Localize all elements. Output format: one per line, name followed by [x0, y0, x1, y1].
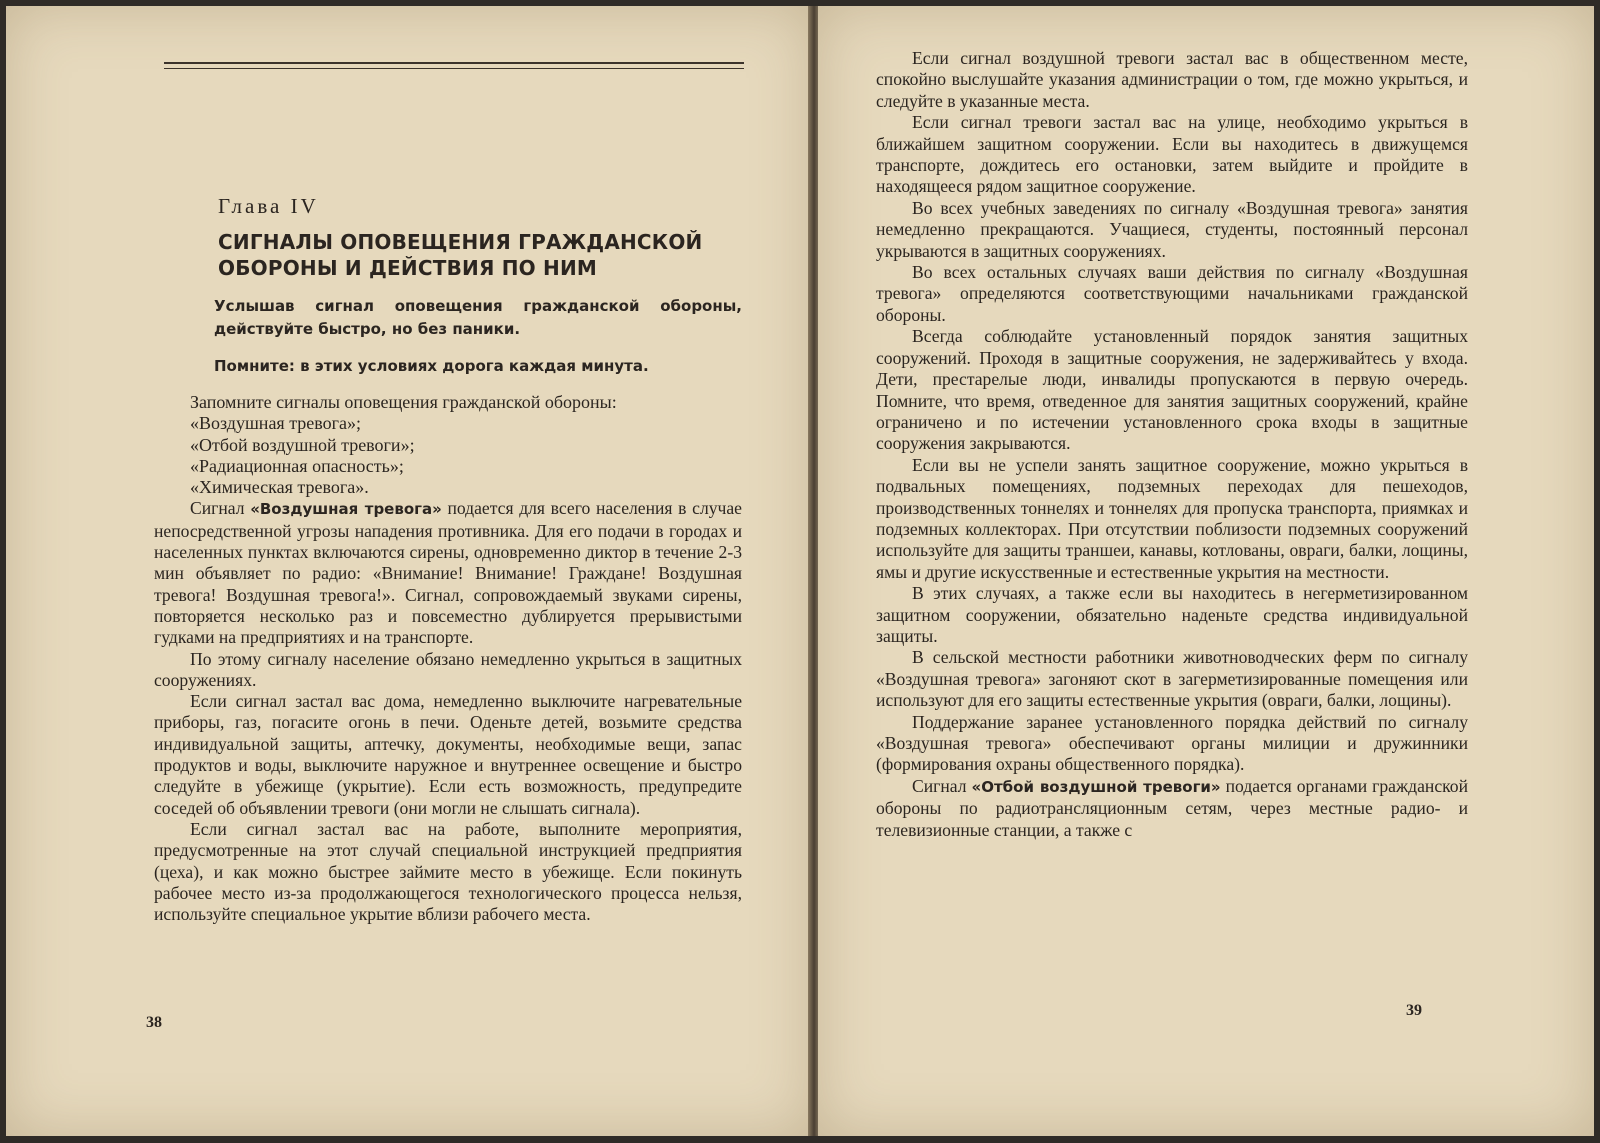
header-rule-thin — [164, 68, 744, 69]
signal-item: «Отбой воздушной тревоги»; — [190, 434, 415, 455]
paragraph-all-clear — [876, 776, 1468, 841]
paragraph-lead-text: Сигнал — [190, 498, 251, 519]
paragraph: Во всех учебных заведениях по сигналу «Воздушная тревога» занятия немедленно прекращаются. Учащиеся, студенты, постоянный персонал укрываются в защитных сооружениях. — [876, 197, 1468, 261]
chapter-heading: Глава IV — [218, 194, 319, 218]
paragraph-text: подается органами гражданской обороны по радиотрансляционным сетям, через местные радио- и телевизионные станции, а также с — [876, 775, 1468, 840]
right-page — [818, 6, 1594, 1136]
paragraph: Во всех остальных случаях ваши действия по сигналу «Воздушная тревога» определяются соответствующими начальниками гражданской обороны. — [876, 262, 1468, 325]
paragraph-air-raid — [154, 498, 742, 648]
paragraph: Если сигнал застал вас на работе, выполните мероприятия, предусмотренные на этот случай специальной инструкцией предприятия (цеха), и как можно быстрее займите место в убежище. Если покинуть рабочее место из-за продолжающегося технологического процесса нельзя, используйте специальное укрытие вблизи рабочего места. — [154, 818, 742, 925]
paragraph: Если сигнал тревоги застал вас на улице, необходимо укрыться в ближайшем защитном сооружении. Если вы находитесь в движущемся транспорте, дождитесь его остановки, затем выйдите и пройдите в находящееся рядом защитное сооружение. — [876, 112, 1468, 197]
chapter-title-line-2: ОБОРОНЫ И ДЕЙСТВИЯ ПО НИМ — [218, 256, 597, 280]
signal-name-bold: «Воздушная тревога» — [250, 500, 442, 519]
left-page — [6, 6, 812, 1136]
lead-reminder: Помните: в этих условиях дорога каждая минута. — [214, 357, 649, 375]
paragraph-text: подается для всего населения в случае непосредственной угрозы нападения противника. Для его подачи в городах и населенных пунктах включаются сирены, одновременно диктор в течение 2-3 мин объявляет по радио: «Внимание! Внимание! Граждане! Воздушная тревога! Воздушная тревога!». Сигнал, сопровождаемый звуками сирены, повторяется несколько раз и повсеместно дублируется прерывистыми гудками на предприятиях и на транспорте. — [154, 498, 742, 648]
signal-item: «Радиационная опасность»; — [190, 455, 404, 476]
lead-paragraph: Услышав сигнал оповещения гражданской обороны, действуйте быстро, но без паники. — [214, 297, 742, 338]
signals-list — [190, 392, 742, 498]
chapter-title — [218, 229, 742, 281]
right-column — [876, 48, 1468, 841]
header-rule — [164, 62, 744, 64]
paragraph: Если сигнал застал вас дома, немедленно выключите нагревательные приборы, газ, погасите огонь в печи. Оденьте детей, возьмите средства индивидуальной защиты, аптечку, документы, необходимые вещи, запас продуктов и воды, выключите наружное и внутреннее освещение и быстро следуйте в убежище (укрытие). Если есть возможность, предупредите соседей об объявлении тревоги (они могли не слышать сигнала). — [154, 691, 742, 818]
chapter-title-line-1: СИГНАЛЫ ОПОВЕЩЕНИЯ ГРАЖДАНСКОЙ — [218, 230, 703, 254]
left-column — [154, 194, 742, 925]
paragraph: По этому сигналу население обязано немедленно укрыться в защитных сооружениях. — [154, 648, 742, 690]
signal-name-bold: «Отбой воздушной тревоги» — [971, 777, 1221, 796]
paragraph: Поддержание заранее установленного порядка действий по сигналу «Воздушная тревога» обеспечивают органы милиции и дружинники (формирования охраны общественного порядка). — [876, 711, 1468, 775]
paragraph: В сельской местности работники животноводческих ферм по сигналу «Воздушная тревога» загоняют скот в загерметизированные помещения или используют для его защиты естественные укрытия (овраги, балки, лощины). — [876, 647, 1468, 711]
paragraph: Если вы не успели занять защитное сооружение, можно укрыться в подвальных помещениях, подземных переходах для пешеходов, производственных тоннелях и тоннелях для пропуска транспорта, приямках и подземных коллекторах. При отсутствии поблизости подземных сооружений используйте для защиты траншеи, канавы, котлованы, овраги, балки, лощины, ямы и другие искусственные и естественные укрытия на местности. — [876, 454, 1468, 582]
paragraph-lead-text: Сигнал — [912, 775, 972, 796]
paragraph: В этих случаях, а также если вы находитесь в негерметизированном защитном сооружении, обязательно наденьте средства индивидуальной защиты. — [876, 583, 1468, 646]
signal-item: «Воздушная тревога»; — [190, 413, 362, 434]
paragraph: Всегда соблюдайте установленный порядок занятия защитных сооружений. Проходя в защитные сооружения, не задерживайтесь у входа. Дети, престарелые люди, инвалиды пропускаются в первую очередь. Помните, что время, отведенное для занятия защитных сооружений, крайне ограничено и по истечении установленного срока входы в защитные сооружения закрываются. — [876, 326, 1468, 454]
signals-intro: Запомните сигналы оповещения гражданской обороны: — [190, 392, 617, 412]
page-number: 39 — [1406, 1002, 1422, 1019]
signal-item: «Химическая тревога». — [190, 477, 369, 498]
page-number: 38 — [146, 1014, 162, 1031]
paragraph: Если сигнал воздушной тревоги застал вас в общественном месте, спокойно выслушайте указания администрации о том, где можно укрыться, и следуйте в указанные места. — [876, 48, 1468, 111]
